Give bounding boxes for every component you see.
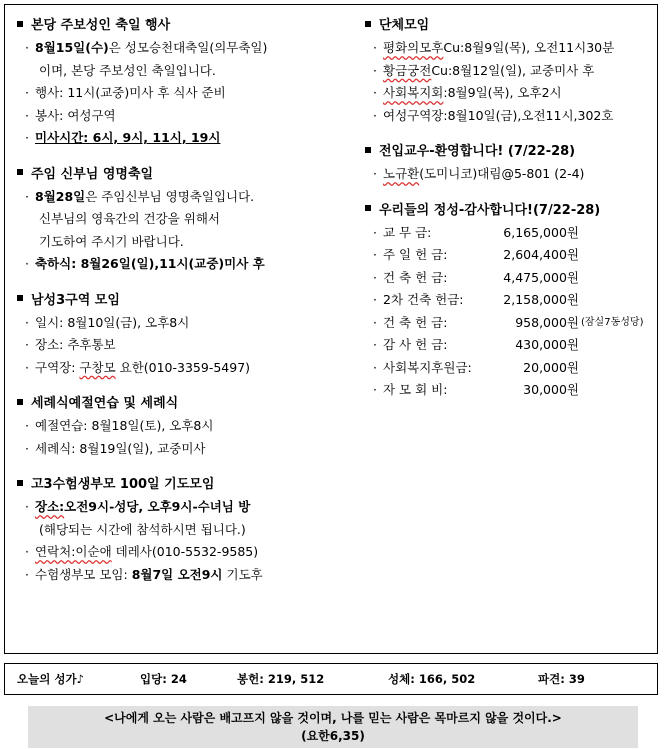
item-text: 은 주임신부님 영명축일입니다. [85, 188, 255, 204]
item-text: 연락처:이순애 [35, 544, 112, 559]
offering-amount: 30,000원 [523, 382, 579, 397]
list-item [17, 438, 357, 461]
offering-label: 주 일 헌 금: [383, 247, 448, 262]
section-title [365, 141, 660, 163]
square-bullet-icon [17, 295, 23, 301]
offering-list [365, 222, 660, 402]
square-bullet-icon [365, 147, 371, 153]
offering-amount: 4,475,000원 [503, 269, 579, 285]
list-item [17, 496, 357, 519]
list-item [17, 82, 357, 105]
item-text: (해당되는 시간에 참석하시면 됩니다.) [39, 521, 246, 537]
list-item [17, 357, 357, 380]
list-item [17, 334, 357, 357]
middle-dot-icon: · [373, 40, 377, 55]
section-title-text: 고3수험생부모 100일 기도모임 [31, 477, 215, 492]
item-text: 황금궁전 [383, 62, 432, 78]
middle-dot-icon: · [373, 337, 377, 352]
middle-dot-icon: · [25, 314, 29, 330]
section-offerings [365, 200, 660, 402]
hymn-communion: 성체: 166, 502 [388, 672, 476, 686]
square-bullet-icon [17, 21, 23, 27]
middle-dot-icon: · [373, 382, 377, 397]
list-item [17, 105, 357, 128]
section-title [365, 15, 660, 37]
middle-dot-icon: · [25, 40, 29, 55]
offering-row [365, 267, 660, 290]
item-text: 오전9시-성당, 오후9시-수녀님 방 [64, 499, 251, 514]
section-new-parishioners [365, 141, 660, 186]
item-text: 기도하여 주시기 바랍니다. [39, 233, 184, 249]
item-text: 구창모 [79, 359, 116, 375]
offering-label: 건 축 헌 금: [383, 314, 448, 330]
item-text: 세례식: 8월19일(일), 교중미사 [35, 440, 206, 456]
offering-label: 교 무 금: [383, 224, 432, 240]
section-title [17, 15, 357, 37]
item-text: 축하식: 8월26일(일),11시(교중)미사 후 [35, 256, 265, 271]
offering-amount: 2,604,400원 [503, 247, 579, 262]
section-title [17, 393, 357, 415]
section-title-text: 본당 주보성인 축일 행사 [31, 18, 171, 33]
offering-amount: 430,000원 [515, 337, 579, 352]
middle-dot-icon: · [25, 440, 29, 456]
list-item [17, 312, 357, 335]
item-text: 8월15일(수) [35, 40, 109, 55]
section-title-text: 주임 신부님 영명축일 [31, 166, 154, 182]
square-bullet-icon [17, 169, 23, 175]
section-3 [17, 290, 357, 380]
section-title-text: 남성3구역 모임 [31, 292, 120, 308]
offering-label: 2차 건축 헌금: [383, 292, 464, 307]
section-title [17, 290, 357, 312]
quote-source: (요한6,35) [301, 729, 365, 743]
list-item [17, 231, 357, 254]
middle-dot-icon: · [373, 166, 377, 181]
middle-dot-icon: · [373, 224, 377, 240]
offering-label: 사회복지후원금: [383, 359, 472, 375]
list-item [17, 541, 357, 564]
section-1 [17, 15, 357, 150]
section-title-text: 단체모임 [379, 18, 430, 33]
section-title: 우리들의 정성-감사합니다!(7/22-28) [365, 200, 660, 222]
item-text: 일시: 8월10일(금), 오후8시 [35, 314, 190, 330]
middle-dot-icon: · [373, 85, 377, 100]
list-item [17, 186, 357, 209]
section-5 [17, 474, 357, 586]
item-text: 평화의모후 [383, 40, 444, 55]
item-text: 봉사: 여성구역 [35, 107, 116, 123]
square-bullet-icon [17, 399, 23, 405]
item-text: 데레사(010-5532-9585) [111, 544, 259, 559]
offering-label: 자 모 회 비: [383, 382, 448, 397]
square-bullet-icon [17, 480, 23, 486]
middle-dot-icon: · [373, 247, 377, 262]
offering-row [365, 312, 660, 335]
list-item [17, 37, 357, 60]
middle-dot-icon: · [25, 85, 29, 100]
hymn-offertory: 봉헌: 219, 512 [237, 672, 325, 686]
item-text: :8월9일(목), 오후2시 [443, 85, 562, 100]
item-text: 장소: 추후통보 [35, 337, 116, 352]
offering-row [365, 244, 660, 267]
item-text: 예절연습: 8월18일(토), 오후8시 [35, 418, 214, 433]
list-item [17, 519, 357, 542]
item-text: 8월28일 [35, 188, 86, 204]
scripture-quote-box [28, 706, 638, 748]
item-text: 수험생부모 모임: [35, 566, 132, 582]
right-column [365, 15, 660, 416]
item-text: 노규환 [383, 166, 420, 181]
offering-row [365, 334, 660, 357]
middle-dot-icon: · [25, 130, 29, 145]
item-text: 미사시간: 6시, 9시, 11시, 19시 [35, 130, 221, 145]
list-item [17, 415, 357, 438]
offering-row [365, 357, 660, 380]
list-item [17, 564, 357, 587]
offering-amount: 958,000원 [515, 314, 579, 330]
item-text: (도미니코)대림@5-801 (2-4) [419, 166, 585, 181]
list-item [17, 253, 357, 276]
item-text: 구역장: [35, 359, 80, 375]
left-column [17, 15, 357, 600]
section-title [17, 474, 357, 496]
offering-label: 건 축 헌 금: [383, 269, 448, 285]
item-text: 장소: [35, 499, 65, 514]
square-bullet-icon [365, 205, 371, 211]
section-4 [17, 393, 357, 460]
item-text: 사회복지회 [383, 85, 444, 100]
offering-amount: 2,158,000원 [503, 292, 579, 307]
item-text: 요한(010-3359-5497) [115, 359, 251, 375]
list-item [17, 60, 357, 83]
section-2 [17, 164, 357, 276]
hymn-label: 오늘의 성가♪ [17, 672, 84, 686]
middle-dot-icon: · [25, 566, 29, 582]
middle-dot-icon: · [25, 544, 29, 559]
item-text: 8월7일 오전9시 [131, 566, 223, 582]
middle-dot-icon: · [25, 188, 29, 204]
section-group-meetings [365, 15, 660, 127]
middle-dot-icon: · [25, 256, 29, 271]
list-item [17, 208, 357, 231]
offering-amount: 6,165,000원 [503, 224, 579, 240]
item-text: 기도후 [222, 566, 263, 582]
offering-label: 감 사 헌 금: [383, 337, 448, 352]
section-title-text: 전입교우-환영합니다! (7/22-28) [379, 144, 576, 159]
middle-dot-icon: · [25, 107, 29, 123]
list-item [365, 82, 660, 105]
middle-dot-icon: · [25, 337, 29, 352]
item-text: Cu:8월9일(목), 오전11시30분 [443, 40, 615, 55]
offering-note: (잠실7동성당) [581, 316, 644, 328]
item-text: Cu:8월12일(일), 교중미사 후 [431, 62, 595, 78]
middle-dot-icon: · [373, 314, 377, 330]
item-text: 여성구역장:8월10일(금),오전11시,302호 [383, 107, 614, 123]
middle-dot-icon: · [373, 292, 377, 307]
item-text: 신부님의 영육간의 건강을 위해서 [39, 211, 220, 226]
offering-row [365, 289, 660, 312]
middle-dot-icon: · [25, 418, 29, 433]
middle-dot-icon: · [373, 107, 377, 123]
section-title [17, 164, 357, 186]
middle-dot-icon: · [25, 499, 29, 514]
list-item [365, 163, 660, 186]
hymn-stats-bar [4, 663, 658, 695]
item-text: 은 성모승천대축일(의무축일) [108, 40, 268, 55]
list-item [365, 60, 660, 83]
list-item [17, 127, 357, 150]
offering-row [365, 222, 660, 245]
middle-dot-icon: · [373, 359, 377, 375]
middle-dot-icon: · [25, 359, 29, 375]
list-item [365, 37, 660, 60]
square-bullet-icon [365, 21, 371, 27]
section-title-text: 세례식예절연습 및 세례식 [31, 396, 179, 411]
middle-dot-icon: · [373, 62, 377, 78]
list-item [365, 105, 660, 128]
middle-dot-icon: · [373, 269, 377, 285]
hymn-entrance: 입당: 24 [140, 672, 187, 686]
offering-amount: 20,000원 [523, 359, 579, 375]
hymn-recessional: 파견: 39 [538, 672, 585, 686]
item-text: 행사: 11시(교중)미사 후 식사 준비 [35, 85, 226, 100]
offering-row [365, 379, 660, 402]
quote-text: <나에게 오는 사람은 배고프지 않을 것이며, 나를 믿는 사람은 목마르지 않을 것이다.> [104, 711, 562, 725]
item-text: 이며, 본당 주보성인 축일입니다. [39, 62, 216, 78]
bulletin-main-box [4, 4, 658, 654]
